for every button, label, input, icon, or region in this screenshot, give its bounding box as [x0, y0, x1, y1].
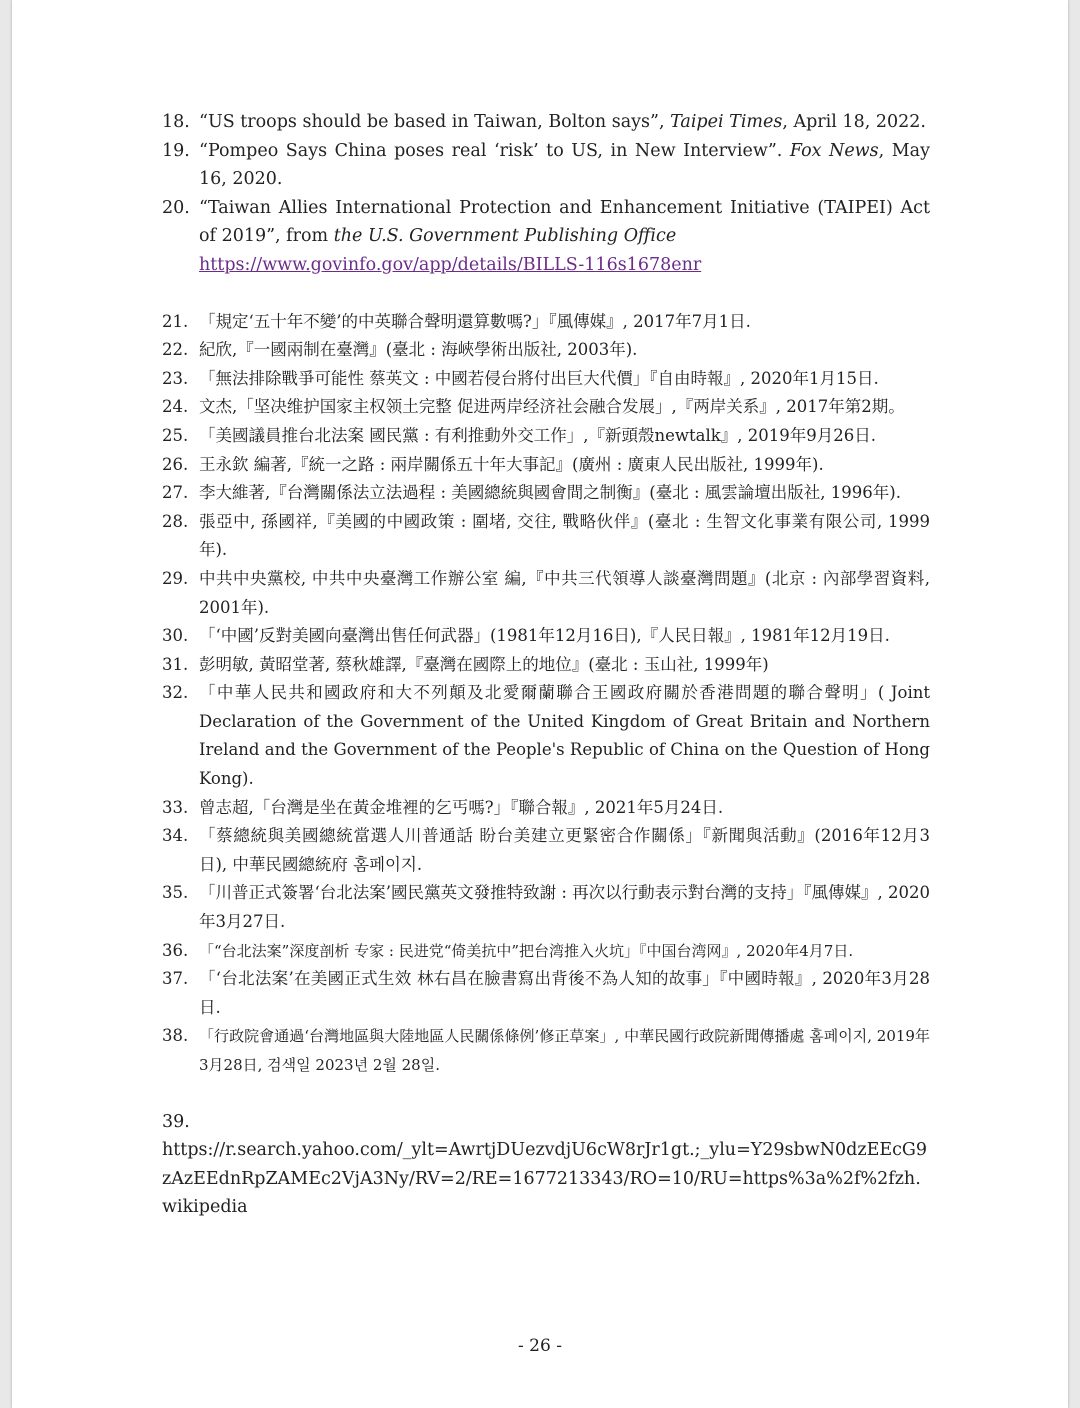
reference-item: [162, 422, 930, 451]
reference-item: [162, 565, 930, 622]
reference-item: [162, 336, 930, 365]
reference-text: 「‘台北法案’在美國正式生效 林右昌在臉書寫出背後不為人知的故事」『中國時報』, 2020年3月28日.: [199, 969, 930, 1017]
reference-text: “Pompeo Says China poses real ‘risk’ to US, in New Interview”. Fox News, May 16, 2020.: [199, 140, 930, 190]
reference-item: [162, 308, 930, 337]
reference-number: 24.: [162, 397, 189, 417]
reference-item: [162, 679, 930, 793]
reference-item: [162, 965, 930, 1022]
reference-item: [162, 879, 930, 936]
reference-text: 曾志超,「台灣是坐在黃金堆裡的乞丐嗎?」『聯合報』, 2021年5月24日.: [199, 797, 724, 817]
yahoo-search-link[interactable]: https://r.search.yahoo.com/_ylt=AwrtjDUezvdjU6cW8rJr1gt.;_ylu=Y29sbwN0dzEEcG9zAzEEdnRpZAMEc2VjA3Ny/RV=2/RE=1677213343/RO=10/RU=https%3a%2f%2fzh.wikipedia: [162, 1140, 928, 1218]
reference-text: 王永欽 編著,『統一之路 : 兩岸關係五十年大事記』(廣州 : 廣東人民出版社, 1999年).: [199, 454, 824, 474]
reference-text: 「規定‘五十年不變’的中英聯合聲明還算數嗎?」『風傳媒』, 2017年7月1日.: [199, 311, 751, 331]
reference-number: 33.: [162, 797, 189, 817]
reference-number: 37.: [162, 969, 189, 989]
reference-text: 「“台北法案”深度剖析 专家 : 民进党“倚美抗中”把台湾推入火坑」『中国台湾网』, 2020年4月7日.: [199, 941, 854, 960]
reference-item: [162, 137, 930, 194]
reference-text: 中共中央黨校, 中共中央臺灣工作辦公室 編,『中共三代領導人談臺灣問題』(北京 : 內部學習資料, 2001年).: [199, 568, 930, 617]
reference-item: [162, 822, 930, 879]
reference-text: 「‘中國’反對美國向臺灣出售任何武器」(1981年12月16日),『人民日報』, 1981年12月19日.: [199, 626, 890, 646]
reference-text: 「美國議員推台北法案 國民黨 : 有利推動外交工作」,『新頭殼newtalk』, 2019年9月26日.: [199, 425, 877, 445]
reference-text: 文杰,「坚决维护国家主权领土完整 促进两岸经济社会融合发展」,『两岸关系』, 2017年第2期。: [199, 397, 905, 417]
reference-number: 29.: [162, 568, 189, 588]
reference-number: 22.: [162, 340, 189, 360]
reference-text: “US troops should be based in Taiwan, Bolton says”, Taipei Times, April 18, 2022.: [199, 112, 926, 132]
document-page: [12, 0, 1068, 1408]
reference-text: 紀欣,『一國兩制在臺灣』(臺北 : 海峽學術出版社, 2003年).: [199, 340, 638, 360]
reference-text: 「蔡總統與美國總統當選人川普通話 盼台美建立更緊密合作關係」『新聞與活動』(2016年12月3日), 中華民國總統府 홈페이지.: [199, 826, 930, 874]
govinfo-link[interactable]: https://www.govinfo.gov/app/details/BILLS-116s1678enr: [199, 254, 702, 275]
reference-number: 31.: [162, 654, 189, 674]
reference-text: “Taiwan Allies International Protection and Enhancement Initiative (TAIPEI) Act of 2019”, from the U.S. Government Publishing Office https://www.govinfo.gov/app/details/BILLS-116s1678enr: [199, 197, 930, 275]
reference-text: 張亞中, 孫國祥,『美國的中國政策 : 圍堵, 交往, 戰略伙伴』(臺北 : 生智文化事業有限公司, 1999年).: [199, 511, 930, 560]
reference-item: [162, 794, 930, 823]
reference-item: [162, 1022, 930, 1079]
reference-number: 39.: [162, 1111, 190, 1132]
reference-text: 「行政院會通過‘台灣地區與大陸地區人民關係條例’修正草案」, 中華民國行政院新聞傳播處 홈페이지, 2019年3月28日, 검색일 2023년 2월 28일.: [199, 1027, 930, 1074]
reference-number: 36.: [162, 940, 189, 960]
reference-item: [162, 651, 930, 680]
reference-number: 26.: [162, 454, 189, 474]
reference-text: 彭明敏, 黃昭堂著, 蔡秋雄譯,『臺灣在國際上的地位』(臺北 : 玉山社, 1999年): [199, 654, 769, 674]
references-list: [162, 108, 930, 1222]
reference-text: 「中華人民共和國政府和大不列顛及北愛爾蘭聯合王國政府關於香港問題的聯合聲明」( Joint Declaration of the Government of the United Kingdom of Great Britain and Northern Ireland and the Government of the People's Republic of China on the Question of Hong Kong).: [199, 683, 930, 789]
reference-item: [162, 451, 930, 480]
reference-item: [162, 479, 930, 508]
reference-item: [162, 622, 930, 651]
reference-text: 「川普正式簽署‘台北法案’國民黨英文發推特致謝 : 再次以行動表示對台灣的支持」『風傳媒』, 2020年3月27日.: [199, 883, 930, 932]
reference-number: 30.: [162, 626, 189, 646]
reference-item: [162, 937, 930, 966]
reference-number: 34.: [162, 826, 189, 846]
reference-number: 38.: [162, 1026, 189, 1046]
reference-item: [162, 508, 930, 565]
reference-number: 21.: [162, 311, 189, 331]
reference-number: 19.: [162, 140, 190, 161]
reference-number: 28.: [162, 511, 189, 531]
reference-number: 35.: [162, 883, 189, 903]
chinese-references: [162, 308, 930, 1080]
page-number: - 26 -: [518, 1336, 562, 1356]
reference-number: 27.: [162, 483, 189, 503]
reference-number: 18.: [162, 112, 190, 132]
reference-text: 李大維著,『台灣關係法立法過程 : 美國總統與國會間之制衡』(臺北 : 風雲論壇出版社, 1996年).: [199, 483, 901, 503]
reference-item: [162, 194, 930, 280]
reference-text: 「無法排除戰爭可能性 蔡英文 : 中國若侵台將付出巨大代價」『自由時報』, 2020年1月15日.: [199, 368, 879, 388]
reference-item: [162, 108, 930, 137]
reference-number: 32.: [162, 683, 189, 703]
reference-number: 25.: [162, 425, 189, 445]
reference-item: [162, 1108, 930, 1222]
reference-number: 20.: [162, 197, 190, 218]
reference-item: [162, 393, 930, 422]
reference-item: [162, 365, 930, 394]
reference-number: 23.: [162, 368, 189, 388]
